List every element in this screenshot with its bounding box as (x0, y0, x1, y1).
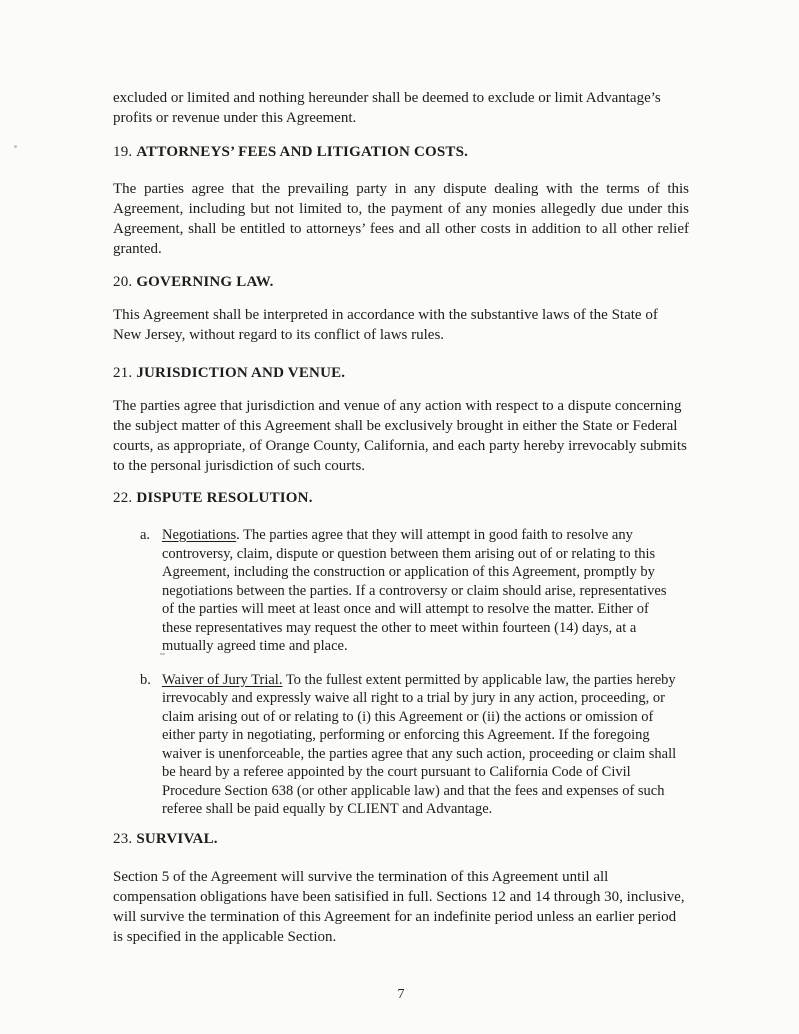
section-21 (113, 363, 689, 476)
page-number: 7 (397, 987, 405, 1002)
list-item-a-tail: . The parties agree that they will attempt in good faith to resolve any controversy, claim, dispute or question between them arising out of or relating to this Agreement, including the construction or application of this Agreement, promptly by negotiations between the parties. If a controversy or claim should arise, representatives of the parties will meet at least once and will attempt to resolve the matter. Either of these representatives may request the other to meet within fourteen (14) days, at a mutually agreed time and place. (162, 527, 667, 654)
section-19-number: 19. (113, 144, 133, 160)
section-23 (113, 829, 689, 947)
scan-speck (14, 145, 17, 148)
list-item-a-text (162, 527, 667, 654)
section-19-body: The parties agree that the prevailing party in any dispute dealing with the terms of this Agreement, including but not limited to, the payment of any monies allegedly due under this Agreement, shall be entitled to attorneys’ fees and all other costs in addition to all other relief granted. (113, 181, 689, 257)
section-20-title: GOVERNING LAW. (136, 274, 274, 290)
section-19-title: ATTORNEYS’ FEES AND LITIGATION COSTS. (136, 144, 469, 160)
section-19 (113, 142, 689, 259)
section-20-number: 20. (113, 274, 133, 290)
section-20 (113, 272, 689, 345)
section-21-body: The parties agree that jurisdiction and venue of any action with respect to a dispute concerning the subject matter of this Agreement shall be exclusively brought in either the State or Federal courts, as appropriate, of Orange County, California, and each party hereby irrevocably submits to the personal jurisdiction of such courts. (113, 398, 687, 474)
section-23-heading (113, 829, 689, 849)
list-item-b-text (162, 672, 676, 818)
list-item-b (113, 671, 681, 819)
continuation-paragraph: excluded or limited and nothing hereunder shall be deemed to exclude or limit Advantage’s profits or revenue under this Agreement. (113, 90, 661, 126)
list-item-a-lead: Negotiations (162, 527, 237, 543)
list-item-b-lead: Waiver of Jury Trial. (162, 671, 283, 688)
section-23-title: SURVIVAL. (136, 830, 218, 847)
list-item-b-tail: To the fullest extent permitted by applicable law, the parties hereby irrevocably and expressly waive all right to a trial by jury in any action, proceeding, or claim arising out of or relating to (i) this Agreement or (ii) the actions or omission of either party in negotiating, performing or enforcing this Agreement. If the foregoing waiver is unenforceable, the parties agree that any such action, proceeding or claim shall be heard by a referee appointed by the court pursuant to California Code of Civil Procedure Section 638 (or other applicable law) and that the fees and expenses of such referee shall be paid equally by CLIENT and Advantage. (162, 671, 677, 817)
section-23-body: Section 5 of the Agreement will survive the termination of this Agreement until all compensation obligations have been satisified in full. Sections 12 and 14 through 30, inclusive, will survive the termination of this Agreement for an indefinite period unless an earlier period is specified in the applicable Section. (113, 868, 685, 945)
section-20-body: This Agreement shall be interpreted in accordance with the substantive laws of the State of New Jersey, without regard to its conflict of laws rules. (113, 307, 658, 343)
section-22 (113, 488, 689, 819)
section-23-number: 23. (113, 830, 133, 847)
section-22-heading (113, 488, 689, 508)
list-item-a-label: a. (140, 527, 151, 543)
document-body (113, 88, 689, 947)
section-21-title: JURISDICTION AND VENUE. (136, 365, 346, 381)
section-20-heading (113, 272, 689, 292)
section-22-number: 22. (113, 490, 133, 506)
list-item-b-label: b. (140, 671, 151, 688)
list-item-a (113, 526, 681, 656)
section-21-number: 21. (113, 365, 133, 381)
section-22-title: DISPUTE RESOLUTION. (136, 490, 313, 506)
section-19-heading (113, 142, 689, 162)
section-21-heading (113, 363, 689, 383)
